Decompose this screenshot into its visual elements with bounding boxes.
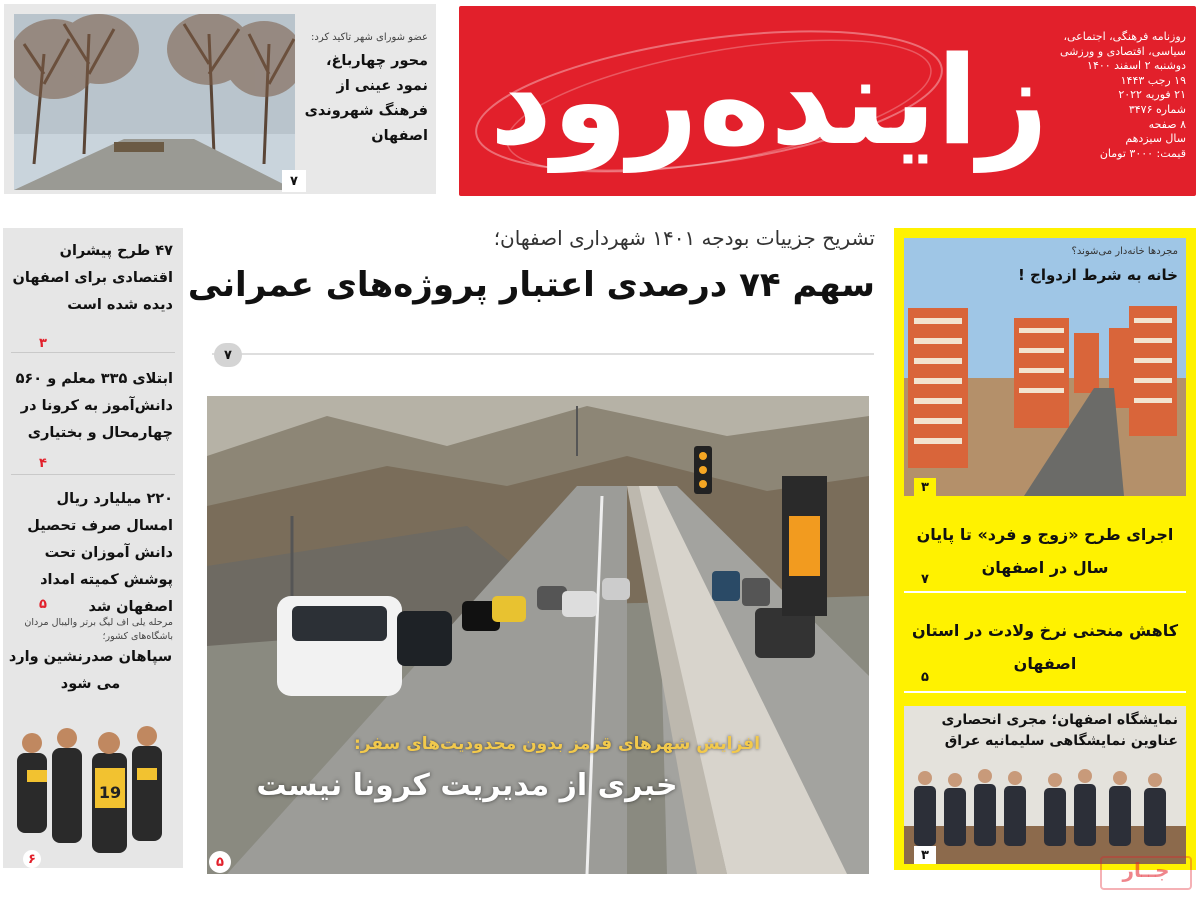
news-item[interactable] xyxy=(8,238,173,319)
main-headline[interactable]: سهم ۷۴ درصدی اعتبار پروژه‌های عمرانی xyxy=(187,265,875,305)
issue-info-line: ۲۱ فوریه ۲۰۲۲ xyxy=(1118,88,1186,102)
main-kicker: تشریح جزییات بودجه ۱۴۰۱ شهرداری اصفهان؛ xyxy=(493,226,875,250)
news-headline[interactable]: کاهش منحنی نرخ ولادت در استان اصفهان xyxy=(911,621,1179,673)
news-headline[interactable]: ابتلای ۳۳۵ معلم و ۵۶۰ دانش‌آموز به کرونا در چهارمحال و بختیاری xyxy=(15,371,173,441)
divider xyxy=(212,353,874,355)
svg-text:19: 19 xyxy=(98,783,122,802)
issue-info-line: سیاسی، اقتصادی و ورزشی xyxy=(1060,44,1186,58)
divider xyxy=(11,474,175,475)
top-teaser[interactable] xyxy=(4,4,436,194)
teaser-headline[interactable]: محور چهارباغ، نمود عینی از فرهنگ شهروندی اصفهان xyxy=(304,53,428,144)
exhibition-meeting-photo[interactable] xyxy=(904,706,1186,864)
news-headline[interactable]: سپاهان صدرنشین وارد می شود xyxy=(8,649,173,692)
issue-info-line: قیمت: ۳۰۰۰ تومان xyxy=(1099,146,1186,160)
page-number: ۶ xyxy=(23,850,41,868)
divider xyxy=(904,591,1186,593)
divider xyxy=(11,352,175,353)
page-number: ۷ xyxy=(214,343,242,367)
issue-info-line: ۱۹ رجب ۱۴۴۳ xyxy=(1120,73,1186,87)
page-number: ۵ xyxy=(39,597,47,612)
newspaper-logo: زاینده‌رود xyxy=(489,30,1049,172)
page-number: ۷ xyxy=(914,570,936,588)
page-number: ۳ xyxy=(39,336,47,351)
news-headline[interactable]: اجرای طرح «زوج و فرد» تا پایان سال در اصفهان xyxy=(916,525,1174,577)
page-number: ۵ xyxy=(209,851,231,873)
news-item[interactable] xyxy=(8,366,173,447)
sepahan-team-photo xyxy=(7,708,179,862)
issue-info xyxy=(1060,30,1186,161)
page-number: ۴ xyxy=(39,456,47,471)
page-number: ۳ xyxy=(914,846,936,864)
news-kicker: مرحله یلی اف لیگ برتر والیبال مردان باشگاه‌های کشور؛ xyxy=(24,617,173,642)
news-item[interactable] xyxy=(8,486,173,621)
issue-info-line: ۸ صفحه xyxy=(1148,117,1186,131)
masthead xyxy=(459,6,1196,196)
chaharbagh-photo xyxy=(14,14,295,190)
photo-headline[interactable]: نمایشگاه اصفهان؛ مجری انحصاری عناوین نمایشگاهی سلیمانیه عراق xyxy=(941,712,1178,749)
page-number: ۳ xyxy=(914,478,936,496)
left-news-column xyxy=(3,228,183,868)
site-watermark: جــار xyxy=(1100,856,1192,890)
photo-kicker: افزایش شهرهای قرمز بدون محدودیت‌های سفر: xyxy=(353,734,761,754)
road-traffic-photo[interactable] xyxy=(207,396,869,874)
apartment-buildings-photo[interactable] xyxy=(904,238,1186,496)
news-item[interactable] xyxy=(8,616,173,698)
news-headline[interactable]: ۴۷ طرح پیشران اقتصادی برای اصفهان دیده شده است xyxy=(12,243,173,313)
news-headline[interactable]: ۲۲۰ میلیارد ریال امسال صرف تحصیل دانش آموزان تحت پوشش کمیته امداد اصفهان شد xyxy=(27,491,173,615)
teaser-kicker: عضو شورای شهر تاکید کرد: xyxy=(311,32,428,43)
right-news-column xyxy=(894,228,1196,870)
photo-headline[interactable]: خبری از مدیریت کرونا نیست xyxy=(256,768,678,803)
issue-info-line: شماره ۳۴۷۶ xyxy=(1128,102,1186,116)
page-number: ۷ xyxy=(282,170,306,192)
divider xyxy=(904,691,1186,693)
issue-info-line: روزنامه فرهنگی، اجتماعی، xyxy=(1063,30,1186,43)
page-number: ۵ xyxy=(914,668,936,686)
photo-kicker: مجردها خانه‌دار می‌شوند؟ xyxy=(1071,246,1178,257)
issue-info-line: سال سیزدهم xyxy=(1125,132,1186,146)
photo-headline[interactable]: خانه به شرط ازدواج ! xyxy=(1017,266,1178,284)
issue-info-line: دوشنبه ۲ اسفند ۱۴۰۰ xyxy=(1087,59,1186,73)
